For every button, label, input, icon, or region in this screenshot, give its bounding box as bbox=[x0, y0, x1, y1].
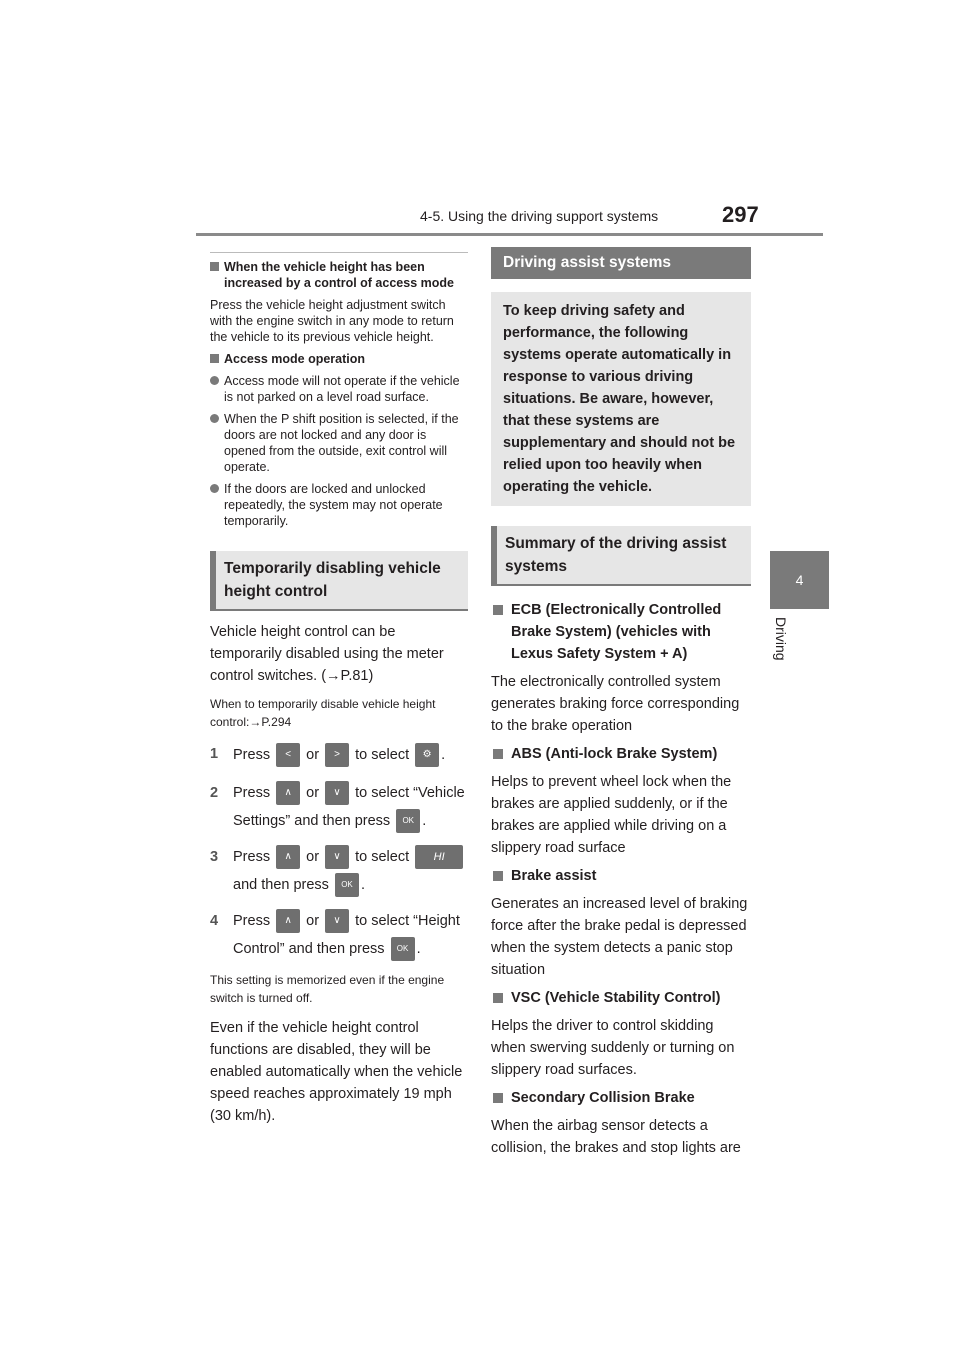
square-bullet-icon bbox=[493, 1093, 503, 1103]
section-banner: Driving assist systems bbox=[491, 247, 751, 279]
circle-bullet-icon bbox=[210, 484, 219, 493]
paragraph: Even if the vehicle height control functions are disabled, they will be enabled automatically when the vehicle speed reaches approximately 19 mph (30 km/h). bbox=[210, 1020, 463, 1124]
bullet-item: Access mode will not operate if the vehicle is not parked on a level road surface. bbox=[210, 373, 468, 405]
down-arrow-icon: ∨ bbox=[325, 909, 349, 933]
left-column bbox=[210, 252, 468, 1127]
left-arrow-icon: < bbox=[276, 743, 300, 767]
ok-button-icon: OK bbox=[396, 809, 420, 833]
note: When to temporarily disable vehicle height control:→P.294 bbox=[210, 697, 436, 729]
intro-box: To keep driving safety and performance, the following systems operate automatically in response to various driving situations. Be aware, however, that these systems are supplementary and should not be relied upon too heavily when operating the vehicle. bbox=[491, 292, 751, 506]
vehicle-height-hi-icon: HI bbox=[415, 845, 463, 869]
right-column bbox=[491, 247, 751, 1159]
paragraph: Helps the driver to control skidding when swerving suddenly or turning on slippery road surfaces. bbox=[491, 1018, 735, 1078]
circle-bullet-icon bbox=[210, 376, 219, 385]
up-arrow-icon: ∧ bbox=[276, 781, 300, 805]
item-heading: Brake assist bbox=[491, 865, 751, 887]
up-arrow-icon: ∧ bbox=[276, 909, 300, 933]
item-heading: ECB (Electronically Controlled Brake System) (vehicles with Lexus Safety System + A) bbox=[491, 599, 751, 665]
chapter-tab: 4 bbox=[770, 551, 829, 609]
paragraph: Helps to prevent wheel lock when the brakes are applied suddenly, or if the brakes are applied while driving on a slippery road surface bbox=[491, 774, 732, 856]
paragraph: When the airbag sensor detects a collision, the brakes and stop lights are bbox=[491, 1118, 741, 1156]
page-number: 297 bbox=[722, 202, 759, 227]
section-title: 4-5. Using the driving support systems bbox=[420, 208, 659, 224]
subheading: Access mode operation bbox=[210, 351, 468, 367]
step-2: 2 Press ∧ or ∨ to select “Vehicle Settings” and then press OK . bbox=[210, 779, 468, 835]
paragraph: Generates an increased level of braking force after the brake pedal is depressed when the system detects a panic stop situation bbox=[491, 896, 748, 978]
subheading: When the vehicle height has been increased by a control of access mode bbox=[210, 259, 468, 291]
down-arrow-icon: ∨ bbox=[325, 845, 349, 869]
note: This setting is memorized even if the engine switch is turned off. bbox=[210, 973, 445, 1005]
circle-bullet-icon bbox=[210, 414, 219, 423]
item-heading: ABS (Anti-lock Brake System) bbox=[491, 743, 751, 765]
square-bullet-icon bbox=[210, 262, 219, 271]
item-heading: Secondary Collision Brake bbox=[491, 1087, 751, 1109]
divider bbox=[210, 252, 468, 253]
header-rule bbox=[196, 233, 823, 236]
ok-button-icon: OK bbox=[335, 873, 359, 897]
square-bullet-icon bbox=[210, 354, 219, 363]
right-arrow-icon: > bbox=[325, 743, 349, 767]
gear-icon: ⚙ bbox=[415, 743, 439, 767]
square-bullet-icon bbox=[493, 749, 503, 759]
square-bullet-icon bbox=[493, 605, 503, 615]
step-1: 1 Press < or > to select ⚙ . bbox=[210, 743, 468, 767]
ok-button-icon: OK bbox=[391, 937, 415, 961]
chapter-tab-label: Driving bbox=[773, 617, 789, 661]
square-bullet-icon bbox=[493, 993, 503, 1003]
step-4: 4 Press ∧ or ∨ to select “Height Control” and then press OK . bbox=[210, 907, 468, 963]
section-heading: Summary of the driving assist systems bbox=[491, 526, 751, 586]
item-heading: VSC (Vehicle Stability Control) bbox=[491, 987, 751, 1009]
step-3: 3 Press ∧ or ∨ to select HI and then press OK . bbox=[210, 843, 468, 899]
bullet-item: If the doors are locked and unlocked repeatedly, the system may not operate temporarily. bbox=[210, 481, 468, 529]
square-bullet-icon bbox=[493, 871, 503, 881]
down-arrow-icon: ∨ bbox=[325, 781, 349, 805]
section-heading: Temporarily disabling vehicle height control bbox=[210, 551, 468, 611]
paragraph: Vehicle height control can be temporarily disabled using the meter control switches. (→P.81) bbox=[210, 624, 444, 684]
paragraph: Press the vehicle height adjustment switch with the engine switch in any mode to return the vehicle to its previous vehicle height. bbox=[210, 298, 454, 344]
up-arrow-icon: ∧ bbox=[276, 845, 300, 869]
bullet-item: When the P shift position is selected, if the doors are not locked and any door is opened from the outside, exit control will operate. bbox=[210, 411, 468, 475]
paragraph: The electronically controlled system generates braking force corresponding to the brake operation bbox=[491, 674, 740, 734]
